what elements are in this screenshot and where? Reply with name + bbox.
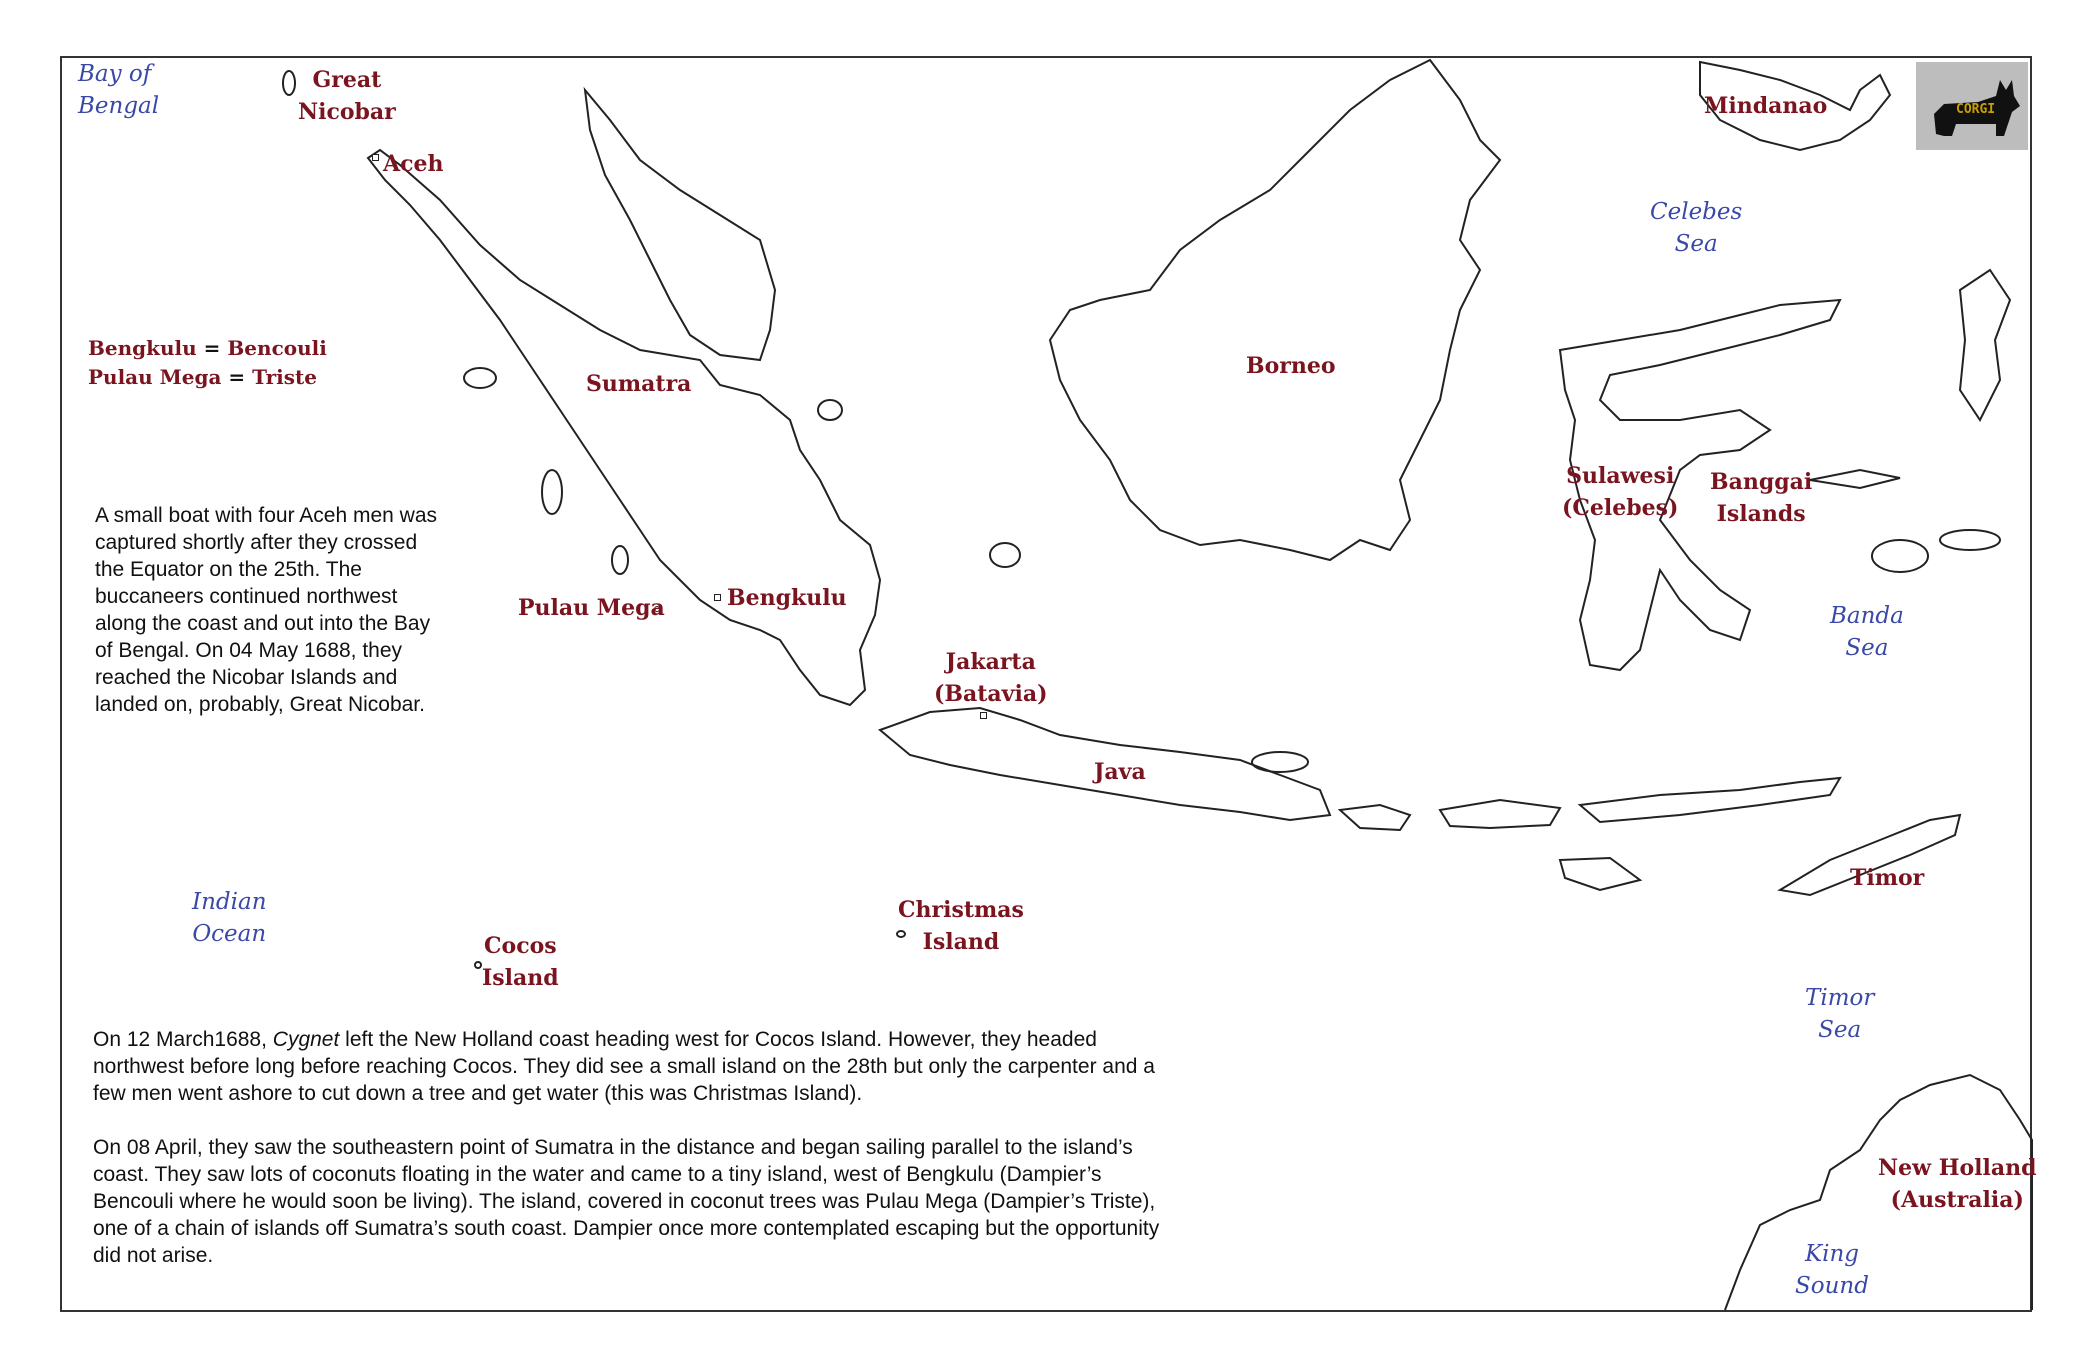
aceh-marker	[372, 154, 379, 161]
bangka-island	[818, 400, 842, 420]
borneo-coast	[1050, 60, 1500, 560]
banggai-coast	[1810, 470, 1900, 488]
great-nicobar-label: Great Nicobar	[298, 67, 396, 125]
timor-label: Timor	[1850, 865, 1925, 891]
bay-of-bengal-label: Bay of Bengal	[78, 61, 160, 119]
sumbawa-coast	[1440, 800, 1560, 828]
halmahera-coast	[1960, 270, 2010, 420]
sulawesi-label: Sulawesi (Celebes)	[1562, 463, 1679, 521]
mindanao-label: Mindanao	[1704, 93, 1828, 119]
pulau-mega-label: Pulau Mega	[518, 595, 665, 621]
aceh-note: A small boat with four Aceh men was captured shortly after they crossed the Equator on the 25th. The buccaneers continued northwest along the coast and out into the Bay of Bengal. On 04 May 1688, they reached the Nicobar Islands and landed on, probably, Great Nicobar.	[95, 504, 437, 716]
voyage-note	[93, 1026, 1163, 1269]
belitung-island	[990, 543, 1020, 567]
king-sound-label: King Sound	[1795, 1241, 1869, 1299]
banggai-islands-label: Banggai Islands	[1710, 469, 1813, 527]
corgi-logo	[1916, 62, 2028, 150]
great-nicobar-island	[283, 71, 295, 95]
logo-text: CORGI	[1956, 102, 1996, 117]
equivalent-row: Pulau Mega = Triste	[88, 365, 317, 389]
cocos-island	[475, 962, 481, 968]
equivalent-row: Bengkulu = Bencouli	[88, 336, 327, 360]
sumba-coast	[1560, 858, 1640, 890]
voyage-paragraph-2: On 08 April, they saw the southeastern point of Sumatra in the distance and began sailing parallel to the island’s coast. They saw lots of coconuts floating in the water and came to a tiny island, west of Bengkulu (Dampier’s Bencouli where he would soon be living). The island, covered in coconut trees was Pulau Mega (Dampier’s Triste), one of a chain of islands off Sumatra’s south coast. Dampier once more contemplated escaping but the opportunity did not arise.	[93, 1136, 1160, 1267]
madura-island	[1252, 752, 1308, 772]
voyage-paragraph-1: On 12 March1688, Cygnet left the New Holland coast heading west for Cocos Island. However, they headed northwest before long before reaching Cocos. They did see a small island on the 28th but only the carpenter and a few men went ashore to cut down a tree and get water (this was Christmas Island).	[93, 1028, 1155, 1105]
indian-ocean-label: Indian Ocean	[192, 889, 267, 947]
java-label: Java	[1094, 759, 1146, 785]
timor-sea-label: Timor Sea	[1805, 985, 1875, 1043]
bengkulu-marker	[714, 594, 721, 601]
name-equivalents	[88, 334, 327, 392]
siberut-island	[542, 470, 562, 514]
malay-peninsula-coast	[585, 90, 775, 360]
sumatra-label: Sumatra	[586, 371, 692, 397]
bali-lombok-coast	[1340, 805, 1410, 830]
nias-island	[464, 368, 496, 388]
jakarta-marker	[980, 712, 987, 719]
seram-island	[1940, 530, 2000, 550]
celebes-sea-label: Celebes Sea	[1650, 199, 1743, 257]
jakarta-label: Jakarta (Batavia)	[934, 649, 1048, 707]
banda-sea-label: Banda Sea	[1830, 603, 1904, 661]
new-holland-label: New Holland (Australia)	[1878, 1155, 2037, 1213]
buru-island	[1872, 540, 1928, 572]
bengkulu-label: Bengkulu	[727, 585, 847, 611]
borneo-label: Borneo	[1246, 353, 1336, 379]
christmas-island-label: Christmas Island	[898, 897, 1024, 955]
flores-coast	[1580, 778, 1840, 822]
mentawai-island	[612, 546, 628, 574]
aceh-label: Aceh	[383, 151, 444, 177]
cocos-island-label: Cocos Island	[482, 933, 559, 991]
